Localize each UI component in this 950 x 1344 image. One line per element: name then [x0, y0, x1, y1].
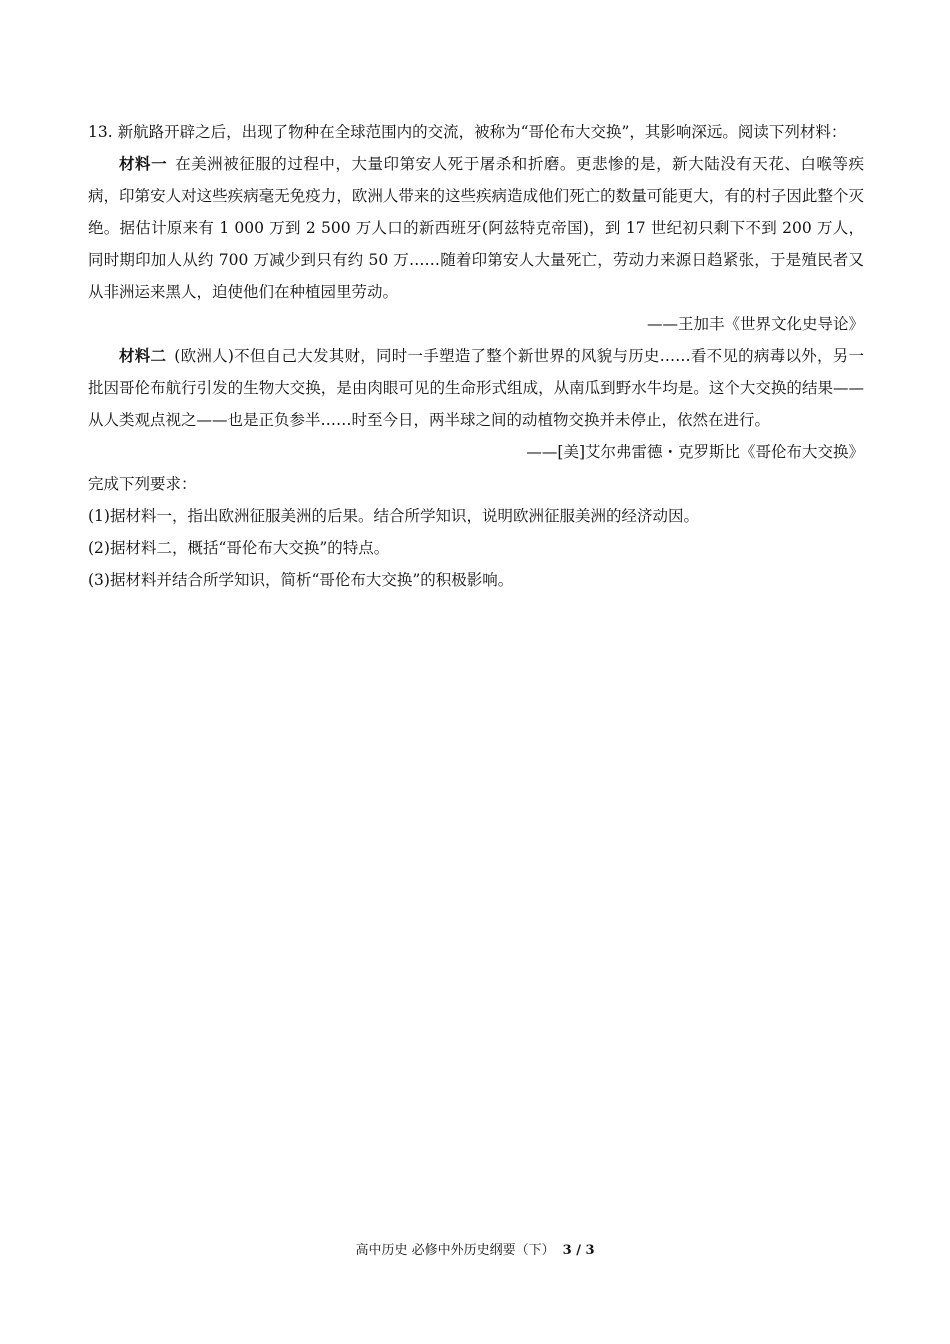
material-2-label: 材料二 [119, 346, 167, 365]
instruction: 完成下列要求： [88, 475, 197, 493]
footer-title: 高中历史 必修中外历史纲要（下） [355, 1243, 555, 1258]
material-1-label: 材料一 [119, 154, 168, 173]
page-footer [0, 1241, 950, 1261]
question-intro: 13. 新航路开辟之后，出现了物种在全球范围内的交流，被称为“哥伦布大交换”，其影响深远。阅读下列材料： [88, 123, 847, 141]
material-1-text: 在美洲被征服的过程中，大量印第安人死于屠杀和折磨。更悲惨的是，新大陆没有天花、白喉等疾病，印第安人对这些疾病毫无免疫力，欧洲人带来的这些疾病造成他们死亡的数量可能更大，有的村子因此整个灭绝。据估计原来有 1 000 万到 2 500 万人口的新西班牙(阿兹特克帝国)，到 17 世纪初只剩下不到 200 万人，同时期印加人从约 700 万减少到只有约 50 万……随着印第安人大量死亡，劳动力来源日趋紧张，于是殖民者又从非洲运来黑人，迫使他们在种植园里劳动。 [88, 155, 864, 301]
sub-question-1: (1)据材料一，指出欧洲征服美洲的后果。结合所学知识，说明欧洲征服美洲的经济动因。 [88, 507, 699, 525]
material-1-source: ——王加丰《世界文化史导论》 [646, 315, 864, 333]
material-2-text: (欧洲人)不但自己大发其财，同时一手塑造了整个新世界的风貌与历史……看不见的病毒以外，另一批因哥伦布航行引发的生物大交换，是由肉眼可见的生命形式组成，从南瓜到野水牛均是。这个大交换的结果——从人类观点视之——也是正负参半……时至今日，两半球之间的动植物交换并未停止，依然在进行。 [88, 347, 864, 429]
material-2 [88, 340, 864, 436]
material-2-source: ——[美]艾尔弗雷德・克罗斯比《哥伦布大交换》 [526, 443, 864, 461]
material-1 [88, 148, 864, 308]
sub-question-3: (3)据材料并结合所学知识，简析“哥伦布大交换”的积极影响。 [88, 571, 514, 589]
sub-question-2: (2)据材料二，概括“哥伦布大交换”的特点。 [88, 539, 390, 557]
question-13 [88, 116, 864, 596]
page-number: 3 / 3 [562, 1243, 595, 1258]
